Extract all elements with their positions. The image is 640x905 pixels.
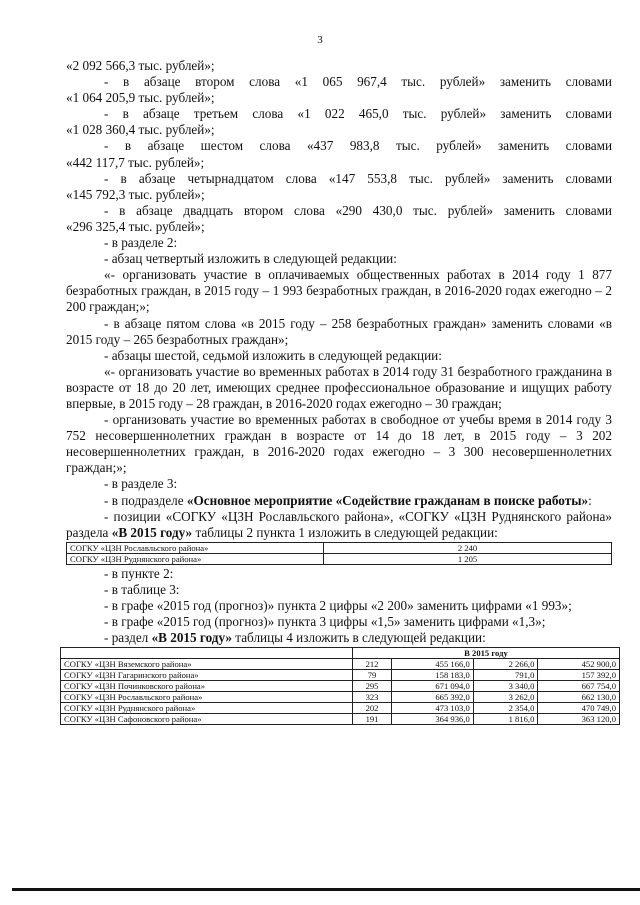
table4-c4-cell: 662 130,0 — [538, 692, 620, 703]
table4-c2-cell: 665 392,0 — [392, 692, 474, 703]
after-table-paragraphs — [66, 566, 612, 630]
table4-c2-cell: 455 166,0 — [392, 659, 474, 670]
paragraph: - абзацы шестой, седьмой изложить в следующей редакции: — [104, 347, 442, 363]
paragraph: - в разделе 2: — [104, 235, 178, 251]
table4-c1-cell: 202 — [352, 703, 391, 714]
table-row — [61, 670, 620, 681]
paragraph: - в графе «2015 год (прогноз)» пункта 2 цифры «2 200» заменить цифрами «1 993»; — [104, 598, 572, 613]
table4-name-cell: СОГКУ «ЦЗН Починковского района» — [61, 681, 353, 692]
table4-name-cell: СОГКУ «ЦЗН Рославльского района» — [61, 692, 353, 703]
positions-prefix: - позиции «СОГКУ «ЦЗН Рославльского района», «СОГКУ «ЦЗН Руднянского района» раздела — [66, 508, 612, 540]
table4-c1-cell: 323 — [352, 692, 391, 703]
table4-c3-cell: 3 340,0 — [473, 681, 538, 692]
table4-c3-cell: 1 816,0 — [473, 714, 538, 725]
table4-c3-cell: 2 354,0 — [473, 703, 538, 714]
table-row — [61, 714, 620, 725]
table4-header: В 2015 году — [352, 648, 619, 659]
table4-suffix: таблицы 4 изложить в следующей редакции: — [231, 630, 486, 646]
table4-c1-cell: 191 — [352, 714, 391, 725]
paragraph: «145 792,3 тыс. рублей»; — [66, 186, 205, 202]
paragraph: - в абзаце втором слова «1 065 967,4 тыс. рублей» заменить словами — [104, 74, 612, 90]
table-row — [61, 659, 620, 670]
table2-value-cell: 2 240 — [324, 542, 612, 553]
positions-bold: «В 2015 году» — [111, 524, 193, 540]
table4-c4-cell: 667 754,0 — [538, 681, 620, 692]
positions-paragraph — [66, 509, 612, 541]
paragraph: - абзац четвертый изложить в следующей редакции: — [104, 251, 397, 267]
paragraph: - в абзаце третьем слова «1 022 465,0 тыс. рублей» заменить словами — [104, 106, 612, 122]
table4-prefix: - раздел — [104, 630, 152, 646]
amendment-paragraphs — [66, 58, 612, 493]
paragraph: «2 092 566,3 тыс. рублей»; — [66, 58, 215, 73]
subsection-suffix: : — [588, 492, 592, 508]
paragraph: - в абзаце пятом слова «в 2015 году – 258 безработных граждан» заменить словами «в 2015 году – 265 безработных граждан»; — [66, 315, 612, 347]
document-body — [64, 58, 616, 725]
paragraph: - в пункте 2: — [104, 565, 174, 581]
subsection-paragraph — [66, 493, 612, 509]
table-2 — [66, 542, 612, 565]
table4-c2-cell: 473 103,0 — [392, 703, 474, 714]
table-row — [61, 703, 620, 714]
table4-c2-cell: 364 936,0 — [392, 714, 474, 725]
table-row — [61, 681, 620, 692]
table4-c4-cell: 363 120,0 — [538, 714, 620, 725]
table4-c4-cell: 157 392,0 — [538, 670, 620, 681]
paragraph: - организовать участие во временных работах в свободное от учебы время в 2014 году 3 752 несовершеннолетних граждан в возрасте от 14 до 18 лет, в 2015 году – 3 202 несовершеннолетних граждан, в 2016-2020 годах ежегодно – 3 300 несовершеннолетних граждан;»; — [66, 412, 612, 476]
paragraph: - в абзаце шестом слова «437 983,8 тыс. рублей» заменить словами — [104, 138, 612, 154]
subsection-title: «Основное мероприятие «Содействие гражданам в поиске работы» — [186, 492, 589, 508]
table4-c1-cell: 79 — [352, 670, 391, 681]
table-row — [67, 542, 612, 553]
paragraph: «- организовать участие во временных работах в 2014 году 31 безработного гражданина в возрасте от 18 до 20 лет, имеющих среднее профессиональное образование и ищущих работу впервые, в 2015 году – 28 граждан, в 2016-2020 годах ежегодно – 30 граждан; — [66, 363, 612, 411]
paragraph: «296 325,4 тыс. рублей»; — [66, 218, 205, 234]
table4-c2-cell: 158 183,0 — [392, 670, 474, 681]
paragraph: «- организовать участие в оплачиваемых общественных работах в 2014 году 1 877 безработных граждан, в 2015 году – 1 993 безработных граждан, в 2016-2020 годах ежегодно – 2 200 граждан;»; — [66, 267, 612, 315]
table4-c3-cell: 2 266,0 — [473, 659, 538, 670]
paragraph: - в абзаце четырнадцатом слова «147 553,8 тыс. рублей» заменить словами — [104, 170, 612, 186]
table4-name-cell: СОГКУ «ЦЗН Сафоновского района» — [61, 714, 353, 725]
bottom-rule — [12, 888, 640, 891]
paragraph: - в разделе 3: — [104, 476, 178, 492]
paragraph: - в таблице 3: — [104, 581, 180, 597]
table4-c2-cell: 671 094,0 — [392, 681, 474, 692]
table4-c3-cell: 791,0 — [473, 670, 538, 681]
table4-paragraph — [66, 630, 612, 646]
table4-c4-cell: 452 900,0 — [538, 659, 620, 670]
paragraph: - в абзаце двадцать втором слова «290 430,0 тыс. рублей» заменить словами — [104, 202, 612, 218]
table4-c1-cell: 295 — [352, 681, 391, 692]
table2-value-cell: 1 205 — [324, 553, 612, 564]
table2-name-cell: СОГКУ «ЦЗН Рославльского района» — [67, 542, 324, 553]
table4-name-cell: СОГКУ «ЦЗН Гагаринского района» — [61, 670, 353, 681]
table4-c3-cell: 3 262,0 — [473, 692, 538, 703]
table-row — [67, 553, 612, 564]
table-row — [61, 692, 620, 703]
paragraph: «1 028 360,4 тыс. рублей»; — [66, 122, 215, 138]
positions-suffix: таблицы 2 пункта 1 изложить в следующей редакции: — [192, 524, 498, 540]
paragraph: «442 117,7 тыс. рублей»; — [66, 154, 205, 170]
table4-header-blank — [61, 648, 353, 659]
table4-bold: «В 2015 году» — [151, 630, 232, 646]
table4-c1-cell: 212 — [352, 659, 391, 670]
table4-name-cell: СОГКУ «ЦЗН Вяземского района» — [61, 659, 353, 670]
table4-name-cell: СОГКУ «ЦЗН Руднянского района» — [61, 703, 353, 714]
table4-header-row — [61, 648, 620, 659]
page-number: 3 — [317, 34, 323, 46]
paragraph: «1 064 205,9 тыс. рублей»; — [66, 90, 215, 106]
paragraph: - в графе «2015 год (прогноз)» пункта 3 цифры «1,5» заменить цифрами «1,3»; — [104, 614, 546, 630]
table4-c4-cell: 470 749,0 — [538, 703, 620, 714]
subsection-prefix: - в подразделе — [104, 492, 187, 508]
table-4 — [60, 647, 620, 725]
table2-name-cell: СОГКУ «ЦЗН Руднянского района» — [67, 553, 324, 564]
